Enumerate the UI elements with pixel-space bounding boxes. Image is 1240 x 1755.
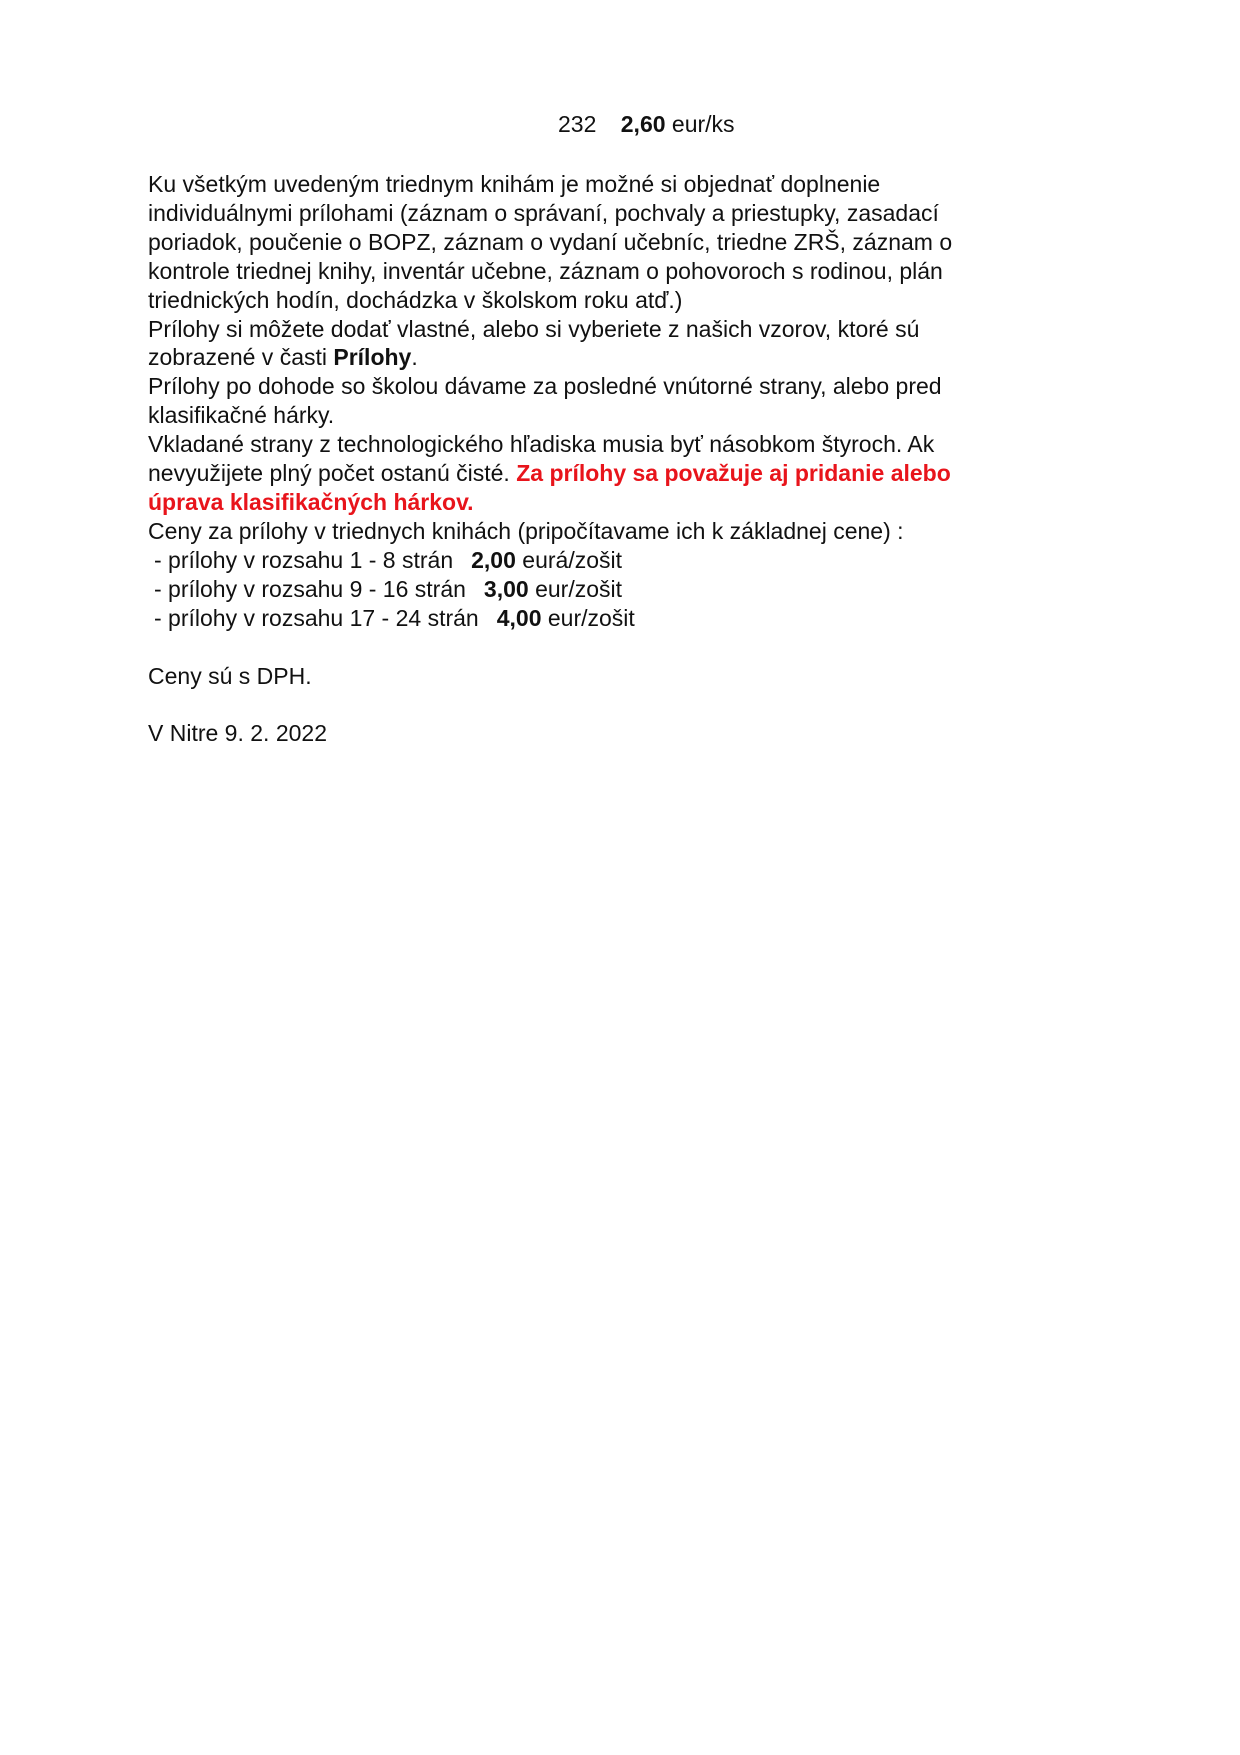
own-attachments-paragraph — [148, 315, 1048, 373]
price-unit: eurá/zošit — [515, 546, 622, 573]
unit-price-amount: 2,60 — [620, 111, 666, 137]
text-run: nevyužijete plný počet ostanú čisté. — [148, 460, 517, 487]
page-multiple-paragraph — [148, 430, 1048, 517]
paragraph-line — [148, 459, 1048, 488]
unit-price-line — [558, 110, 735, 138]
spacer — [148, 690, 1048, 719]
paragraph-line: klasifikačné hárky. — [148, 402, 335, 429]
price-amount: 2,00 — [471, 546, 516, 573]
price-label: - prílohy v rozsahu 1 - 8 strán — [154, 546, 454, 573]
attachments-intro-paragraph — [148, 170, 1048, 315]
prices-section — [148, 517, 1048, 633]
paragraph-line: kontrole triednej knihy, inventár učebne, záznam o pohovoroch s rodinou, plán — [148, 257, 943, 284]
paragraph-line: poriadok, poučenie o BOPZ, záznam o vydaní učebníc, triedne ZRŠ, záznam o — [148, 228, 953, 255]
vat-note-text: Ceny sú s DPH. — [148, 662, 312, 689]
vat-note — [148, 662, 1048, 691]
paragraph-line: Prílohy po dohode so školou dávame za posledné vnútorné strany, alebo pred — [148, 373, 942, 400]
price-amount: 4,00 — [496, 604, 542, 631]
paragraph-line: individuálnymi prílohami (záznam o správaní, pochvaly a priestupky, zasadací — [148, 199, 939, 226]
place-date-text: V Nitre 9. 2. 2022 — [148, 720, 327, 747]
paragraph-line: Ku všetkým uvedeným triednym knihám je možné si objednať doplnenie — [148, 171, 881, 197]
paragraph-line — [148, 343, 1048, 372]
price-row — [148, 575, 1048, 604]
highlighted-warning: úprava klasifikačných hárkov. — [148, 488, 474, 515]
paragraph-line: triednických hodín, dochádzka v školskom roku atď.) — [148, 286, 683, 313]
placement-paragraph — [148, 372, 1048, 430]
prices-intro: Ceny za prílohy v triednych knihách (pripočítavame ich k základnej cene) : — [148, 517, 904, 544]
unit-price-unit: eur/ks — [671, 111, 735, 137]
price-label: - prílohy v rozsahu 9 - 16 strán — [154, 575, 466, 602]
price-unit: eur/zošit — [528, 575, 623, 602]
price-amount: 3,00 — [483, 575, 529, 602]
paragraph-line: Vkladané strany z technologického hľadiska musia byť násobkom štyroch. Ak — [148, 431, 935, 458]
price-row — [148, 546, 1048, 575]
text-run: zobrazené v časti — [148, 344, 334, 371]
price-label: - prílohy v rozsahu 17 - 24 strán — [154, 604, 479, 631]
attachments-section-name: Prílohy — [333, 344, 412, 371]
text-run: . — [411, 344, 418, 371]
spacer — [148, 633, 1048, 662]
document-body — [148, 170, 1048, 748]
place-date — [148, 719, 1048, 748]
highlighted-warning: Za prílohy sa považuje aj pridanie alebo — [516, 460, 951, 487]
paragraph-line: Prílohy si môžete dodať vlastné, alebo si vyberiete z našich vzorov, ktoré sú — [148, 315, 920, 342]
price-unit: eur/zošit — [541, 604, 635, 631]
price-row — [148, 604, 1048, 633]
page-count: 232 — [558, 111, 597, 137]
